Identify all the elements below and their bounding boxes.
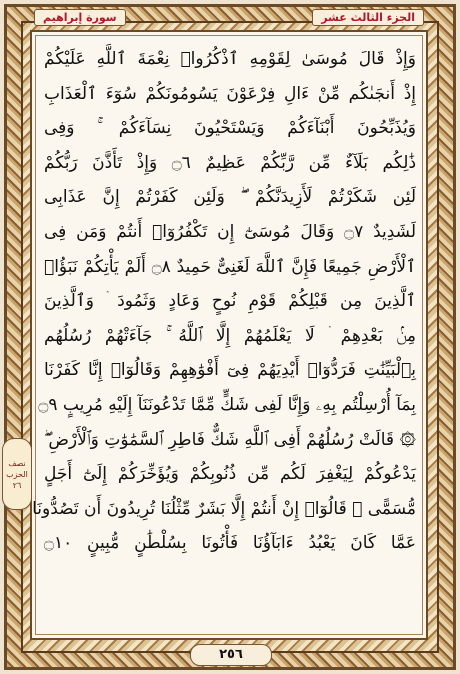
text-line-9: مِنۢ بَعْدِهِمْ ۛ لَا يَعْلَمُهُمْ إِلَّا ٱللَّهُ ۚ جَآءَتْهُمْ رُسُلُهُم <box>44 325 416 346</box>
hizb-marker <box>2 438 32 510</box>
text-line-4: ذَٰلِكُم بَلَآءٌ مِّن رَّبِّكُمْ عَظِيمٌ ۝٦ وَإِذْ تَأَذَّنَ رَبُّكُمْ <box>44 152 417 173</box>
juz-label: الجزء الثالث عشر <box>312 9 424 26</box>
page-header <box>34 6 424 28</box>
text-line-13: يَدْعُوكُمْ لِيَغْفِرَ لَكُم مِّن ذُنُوبِكُمْ وَيُؤَخِّرَكُمْ إِلَىٰٓ أَجَلٍ <box>44 464 416 485</box>
hizb-marker-line2: الحزب <box>6 469 28 479</box>
text-line-12: ۞ قَالَتْ رُسُلُهُمْ أَفِى ٱللَّهِ شَكٌّ فَاطِرِ ٱلسَّمَٰوَٰتِ وَٱلْأَرْضِ ۖ <box>44 429 416 450</box>
text-line-14: مُّسَمًّى ۚ قَالُوٓا۟ إِنْ أَنتُمْ إِلَّا بَشَرٌ مِّثْلُنَا تُرِيدُونَ أَن تَصُدُّونَا <box>32 498 416 519</box>
verse-text-block <box>32 42 417 622</box>
text-line-6: لَشَدِيدٌ ۝٧ وَقَالَ مُوسَىٰٓ إِن تَكْفُرُوٓا۟ أَنتُمْ وَمَن فِى <box>44 221 417 242</box>
text-line-7: ٱلْأَرْضِ جَمِيعًا فَإِنَّ ٱللَّهَ لَغَنِىٌّ حَمِيدٌ ۝٨ أَلَمْ يَأْتِكُمْ نَبَؤُا۟ <box>44 256 416 277</box>
text-line-10: بِٱلْبَيِّنَٰتِ فَرَدُّوٓا۟ أَيْدِيَهُمْ فِىٓ أَفْوَٰهِهِمْ وَقَالُوٓا۟ إِنَّا كَفَرْنَا <box>44 360 416 381</box>
text-line-15: عَمَّا كَانَ يَعْبُدُ ءَابَآؤُنَا فَأْتُونَا بِسُلْطَٰنٍ مُّبِينٍ ۝١٠ <box>44 533 416 554</box>
hizb-marker-line1: نصف <box>8 458 26 468</box>
text-line-1: وَإِذْ قَالَ مُوسَىٰ لِقَوْمِهِ ٱذْكُرُوا۟ نِعْمَةَ ٱللَّهِ عَلَيْكُمْ <box>44 49 416 69</box>
text-line-2: إِذْ أَنجَىٰكُم مِّنْ ءَالِ فِرْعَوْنَ يَسُومُونَكُمْ سُوٓءَ ٱلْعَذَابِ <box>44 83 416 104</box>
text-line-5: لَئِن شَكَرْتُمْ لَأَزِيدَنَّكُمْ ۖ وَلَئِن كَفَرْتُمْ إِنَّ عَذَابِى <box>44 187 416 208</box>
hizb-marker-number: ٢٦ <box>12 480 22 490</box>
page-number: ٢٥٦ <box>190 644 272 666</box>
text-line-11: بِمَآ أُرْسِلْتُم بِهِۦ وَإِنَّا لَفِى شَكٍّ مِّمَّا تَدْعُونَنَآ إِلَيْهِ مُرِيبٍ ۝٩ <box>38 394 416 415</box>
surah-label: سورة إبراهيم <box>34 9 126 26</box>
text-line-3: وَيُذَبِّحُونَ أَبْنَآءَكُمْ وَيَسْتَحْيُونَ نِسَآءَكُمْ ۚ وَفِى <box>44 118 416 139</box>
text-line-8: ٱلَّذِينَ مِن قَبْلِكُمْ قَوْمِ نُوحٍ وَعَادٍ وَثَمُودَ ۛ وَٱلَّذِينَ <box>44 291 416 312</box>
